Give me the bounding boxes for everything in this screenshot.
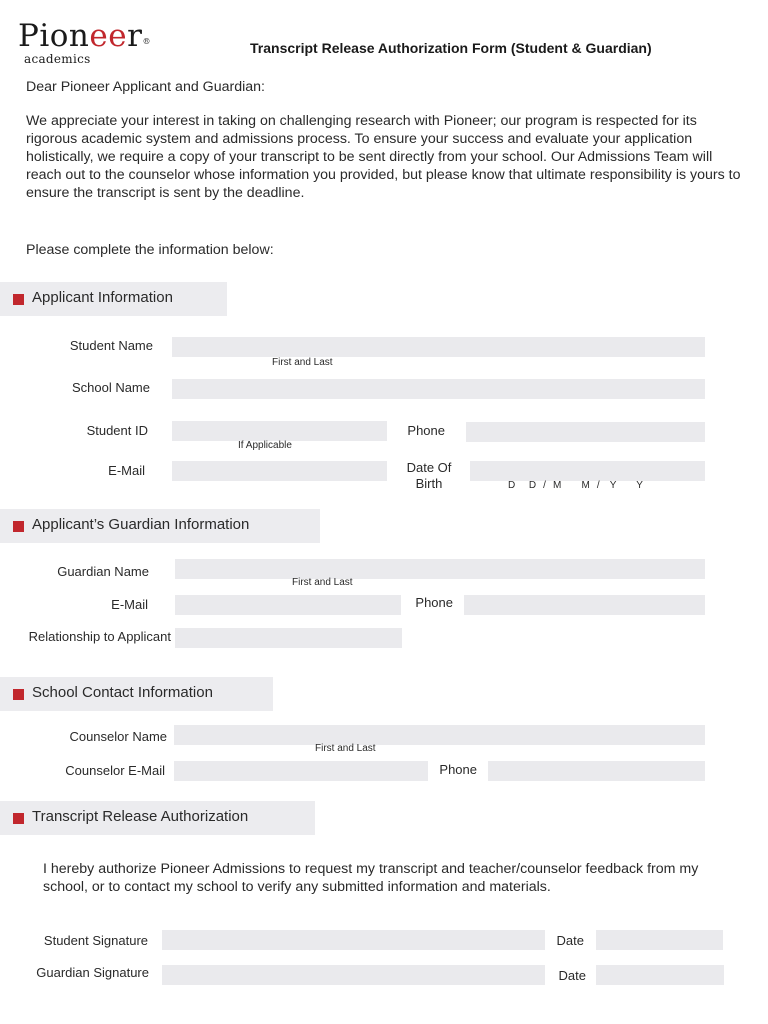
section-marker-icon [13, 521, 24, 532]
logo-subtitle: academics [24, 52, 91, 66]
student-id-label: Student ID [86, 423, 148, 438]
guardian-name-label: Guardian Name [57, 564, 149, 579]
guardian-date-label: Date [558, 968, 586, 983]
student-id-hint: If Applicable [238, 440, 292, 451]
greeting: Dear Pioneer Applicant and Guardian: [26, 79, 265, 95]
section-heading: Transcript Release Authorization [32, 808, 249, 825]
section-marker-icon [13, 813, 24, 824]
school-phone-input[interactable] [488, 761, 705, 781]
guardian-signature-input[interactable] [162, 965, 545, 985]
school-name-label: School Name [71, 380, 150, 395]
guardian-email-input[interactable] [175, 595, 401, 615]
section-marker-icon [13, 689, 24, 700]
dob-label-line1: Date Of [406, 460, 452, 475]
relationship-input[interactable] [175, 628, 402, 648]
counselor-name-hint: First and Last [315, 743, 376, 754]
counselor-name-input[interactable] [174, 725, 705, 745]
logo-text-accent: ee [89, 18, 128, 54]
student-signature-input[interactable] [162, 930, 545, 950]
logo-text-end: r [127, 18, 143, 54]
dob-label-line2: Birth [415, 476, 443, 491]
student-name-input[interactable] [172, 337, 705, 357]
pioneer-logo [18, 18, 151, 54]
logo-registered-mark: ® [142, 37, 151, 46]
dob-format-hint: D D / M M / Y Y [508, 480, 644, 491]
intro-paragraph: We appreciate your interest in taking on challenging research with Pioneer; our program is respected for its rigorous academic system and admissions process. To ensure your success and evaluate your application holistically, we require a copy of your transcript to be sent directly from your school. Our Admissions Team will reach out to the counselor whose information you provided, but please know that ultimate responsibility is yours to ensure the transcript is sent by the deadline. [26, 113, 741, 201]
student-id-input[interactable] [172, 421, 387, 441]
section-marker-icon [13, 294, 24, 305]
section-school-contact [0, 677, 273, 711]
section-guardian-information [0, 509, 320, 543]
section-applicant-information [0, 282, 227, 316]
student-date-label: Date [556, 933, 584, 948]
applicant-phone-label: Phone [407, 423, 445, 438]
student-name-hint: First and Last [272, 357, 333, 368]
counselor-name-label: Counselor Name [69, 729, 167, 744]
section-heading: Applicant’s Guardian Information [32, 516, 250, 533]
section-heading: Applicant Information [32, 289, 173, 306]
guardian-email-label: E-Mail [111, 597, 148, 612]
guardian-phone-input[interactable] [464, 595, 705, 615]
instruction-text: Please complete the information below: [26, 242, 274, 258]
authorization-statement: I hereby authorize Pioneer Admissions to request my transcript and teacher/counselor feedback from my school, or to contact my school to verify any submitted information and materials. [43, 861, 699, 895]
school-name-input[interactable] [172, 379, 705, 399]
guardian-name-hint: First and Last [292, 577, 353, 588]
counselor-email-input[interactable] [174, 761, 428, 781]
section-transcript-authorization [0, 801, 315, 835]
guardian-phone-label: Phone [415, 595, 453, 610]
student-date-input[interactable] [596, 930, 723, 950]
form-title: Transcript Release Authorization Form (Student & Guardian) [250, 40, 652, 56]
school-phone-label: Phone [439, 762, 477, 777]
guardian-name-input[interactable] [175, 559, 705, 579]
guardian-signature-label: Guardian Signature [36, 965, 149, 980]
applicant-phone-input[interactable] [466, 422, 705, 442]
applicant-email-input[interactable] [172, 461, 387, 481]
date-of-birth-input[interactable] [470, 461, 705, 481]
applicant-email-label: E-Mail [108, 463, 145, 478]
guardian-date-input[interactable] [596, 965, 724, 985]
student-name-label: Student Name [69, 338, 153, 353]
section-heading: School Contact Information [32, 684, 213, 701]
counselor-email-label: Counselor E-Mail [65, 763, 165, 778]
student-signature-label: Student Signature [43, 933, 148, 948]
relationship-label: Relationship to Applicant [28, 629, 171, 644]
logo-text-start: Pion [18, 18, 90, 54]
